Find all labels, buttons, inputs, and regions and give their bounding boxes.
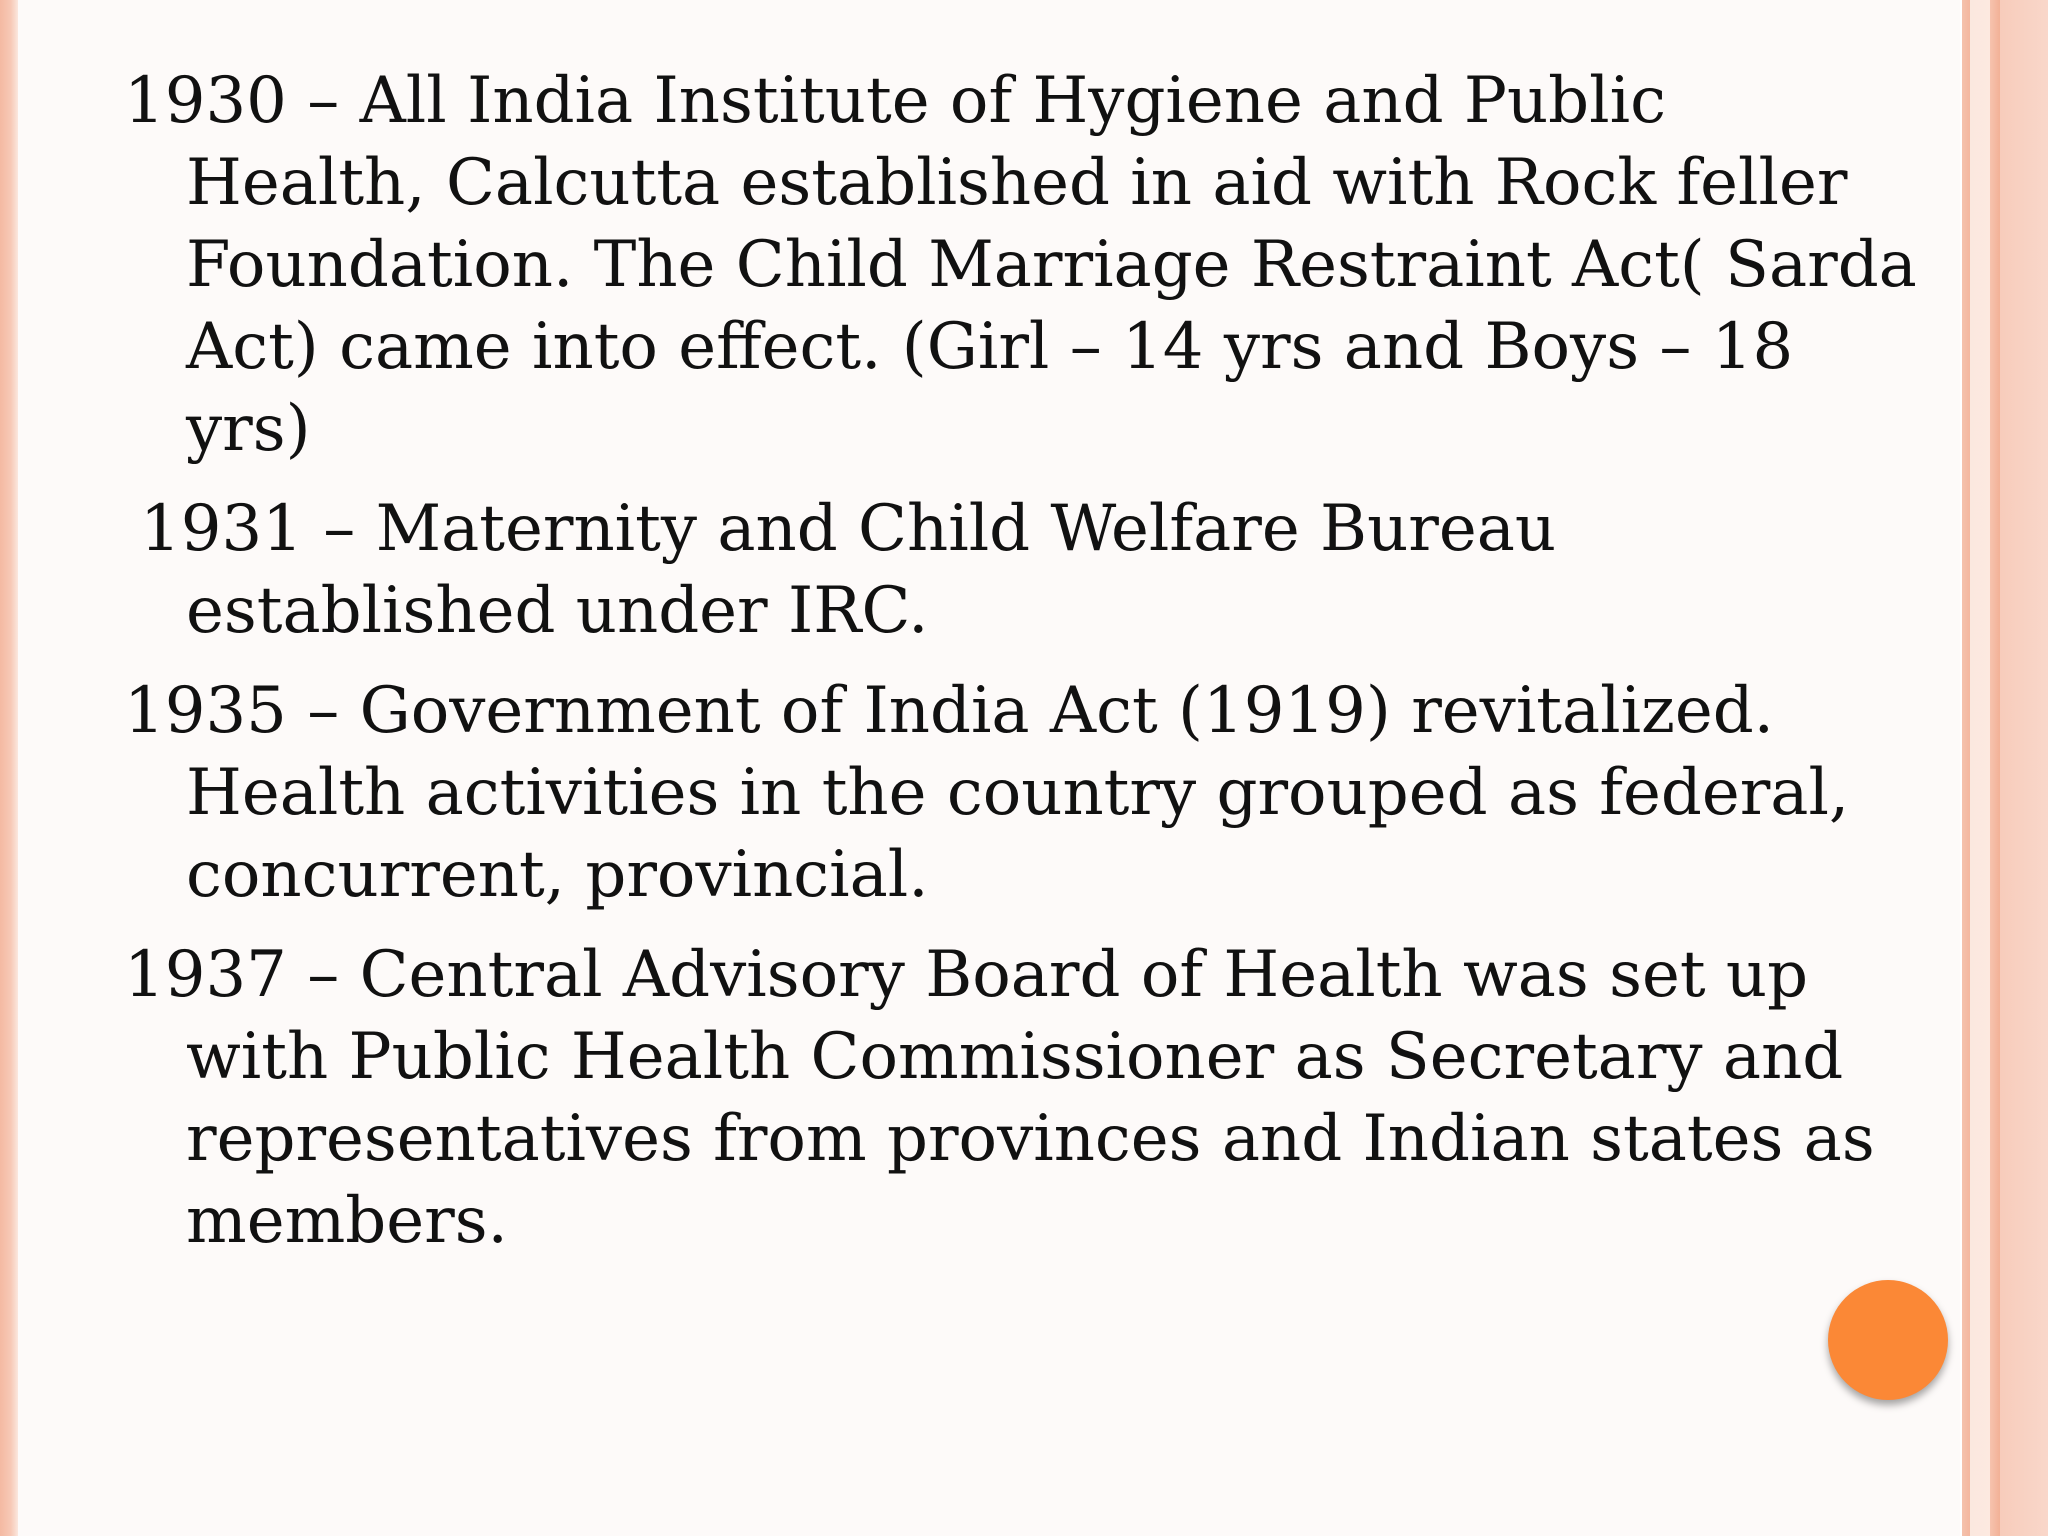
timeline-entry-1935: 1935 – Government of India Act (1919) revitalized. Health activities in the country grouped as federal, concurrent, provincial. [124,674,1850,912]
slide-body [124,60,1924,1280]
timeline-entry-1937: 1937 – Central Advisory Board of Health was set up with Public Health Commissioner as Secretary and representatives from provinces and Indian states as members. [124,938,1875,1258]
left-decorative-border [0,0,18,1536]
timeline-entry-1931: 1931 – Maternity and Child Welfare Bureau established under IRC. [140,492,1557,648]
right-decorative-border [1960,0,2048,1536]
timeline-entry-1930: 1930 – All India Institute of Hygiene and Public Health, Calcutta established in aid with Rock feller Foundation. The Child Marriage Restraint Act( Sarda Act) came into effect. (Girl – 14 yrs and Boys – 18 yrs) [124,64,1917,466]
orange-accent-circle [1828,1280,1948,1400]
